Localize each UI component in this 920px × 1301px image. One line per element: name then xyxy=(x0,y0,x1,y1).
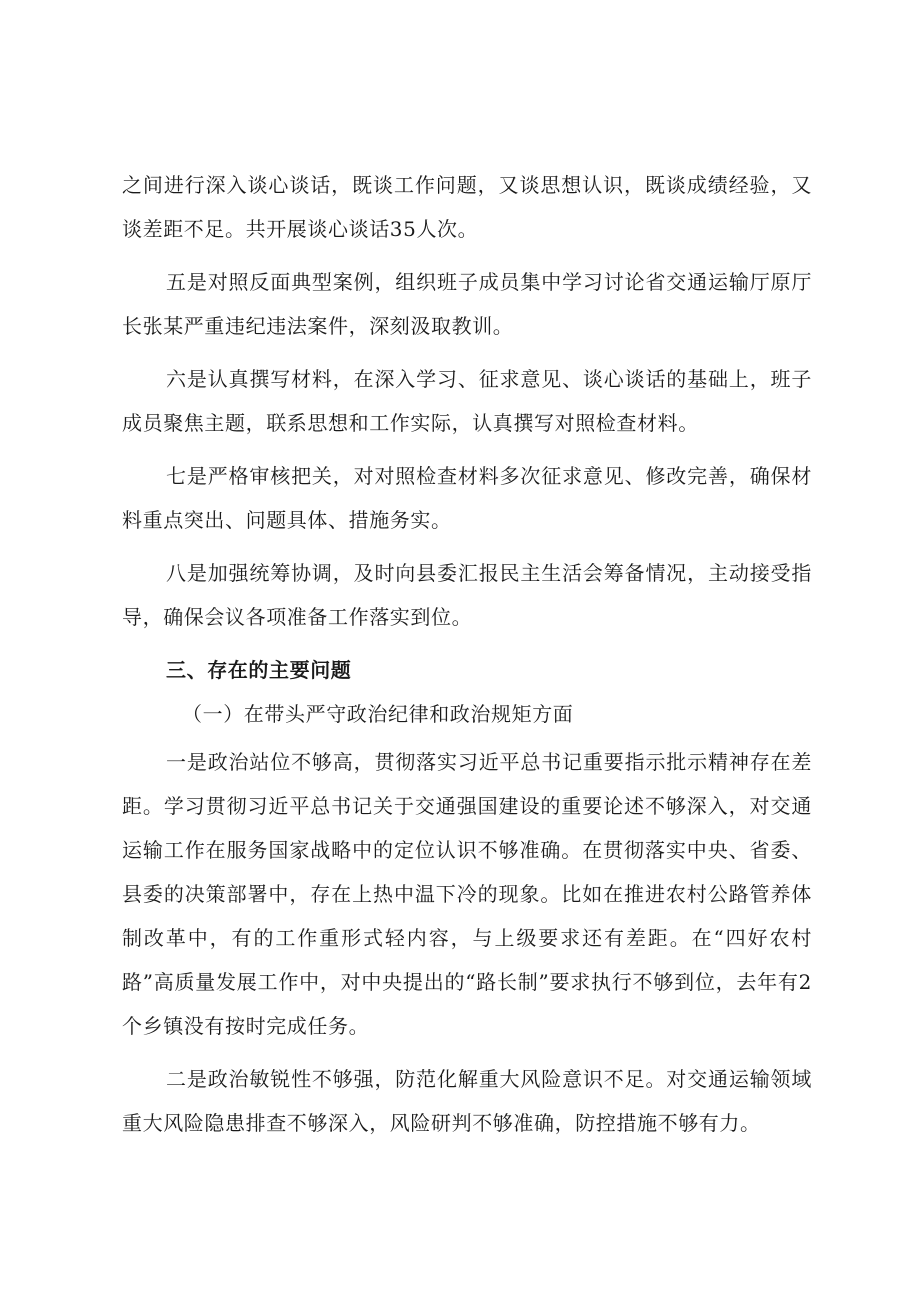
paragraph-problem-two: 二是政治敏锐性不够强，防范化解重大风险意识不足。对交通运输领域重大风险隐患排查不够深入，风险研判不够准确，防控措施不够有力。 xyxy=(122,1067,812,1135)
paragraph-point-seven: 七是严格审核把关，对对照检查材料多次征求意见、修改完善，确保材料重点突出、问题具体、措施务实。 xyxy=(122,464,812,532)
paragraph-problem-one: 一是政治站位不够高，贯彻落实习近平总书记重要指示批示精神存在差距。学习贯彻习近平总书记关于交通强国建设的重要论述不够深入，对交通运输工作在服务国家战略中的定位认识不够准确。在贯彻落实中央、省委、县委的决策部署中，存在上热中温下冷的现象。比如在推进农村公路管养体制改革中，有的工作重形式轻内容，与上级要求还有差距。在“四好农村路”高质量发展工作中，对中央提出的“路长制”要求执行不够到位，去年有2个乡镇没有按时完成任务。 xyxy=(122,750,812,1038)
paragraph-point-eight: 八是加强统筹协调，及时向县委汇报民主生活会筹备情况，主动接受指导，确保会议各项准备工作落实到位。 xyxy=(122,561,812,629)
paragraph-point-six: 六是认真撰写材料，在深入学习、征求意见、谈心谈话的基础上，班子成员聚焦主题，联系思想和工作实际，认真撰写对照检查材料。 xyxy=(122,367,812,435)
section-heading: 三、存在的主要问题 xyxy=(166,658,352,682)
paragraph-talk-continuation: 之间进行深入谈心谈话，既谈工作问题，又谈思想认识，既谈成绩经验，又谈差距不足。共开展谈心谈话35人次。 xyxy=(122,173,812,241)
document-body xyxy=(122,163,812,1154)
paragraph-point-five: 五是对照反面典型案例，组织班子成员集中学习讨论省交通运输厅原厅长张某严重违纪违法案件，深刻汲取教训。 xyxy=(122,270,812,338)
subsection-heading: （一）在带头严守政治纪律和政治规矩方面 xyxy=(182,702,574,726)
